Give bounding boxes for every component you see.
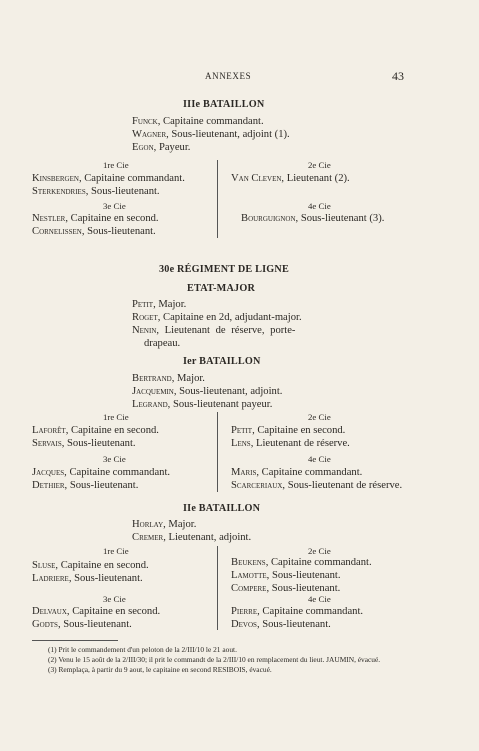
- company-label: 4e Cie: [308, 454, 331, 464]
- footnote: (1) Prit le commandement d'un peloton de la 2/III/10 le 21 aout.: [48, 645, 237, 654]
- staff-line: Horlay, Major.: [132, 519, 197, 530]
- etat-major-title: ETAT-MAJOR: [187, 283, 256, 294]
- company-line: Maris, Capitaine commandant.: [231, 467, 363, 478]
- staff-line: Roget, Capitaine en 2d, adjudant-major.: [132, 312, 302, 323]
- company-line: Ladriere, Sous-lieutenant.: [32, 573, 143, 584]
- running-header: ANNEXES: [205, 71, 252, 81]
- company-line: Beukens, Capitaine commandant.: [231, 557, 372, 568]
- company-line: Dethier, Sous-lieutenant.: [32, 480, 139, 491]
- company-line: Devos, Sous-lieutenant.: [231, 619, 331, 630]
- company-label: 1re Cie: [103, 546, 129, 556]
- staff-line: Legrand, Sous-lieutenant payeur.: [132, 399, 273, 410]
- footnote-rule: [32, 640, 118, 641]
- company-line: Petit, Capitaine en second.: [231, 425, 346, 436]
- staff-line: Bertrand, Major.: [132, 373, 205, 384]
- company-line: Servais, Sous-lieutenant.: [32, 438, 136, 449]
- company-label: 1re Cie: [103, 412, 129, 422]
- section-title-bat2: IIe BATAILLON: [183, 503, 261, 514]
- company-label: 4e Cie: [308, 201, 331, 211]
- company-label: 3e Cie: [103, 594, 126, 604]
- company-line: Laforêt, Capitaine en second.: [32, 425, 159, 436]
- staff-line: Petit, Major.: [132, 299, 187, 310]
- company-line: Van Cleven, Lieutenant (2).: [231, 173, 350, 184]
- company-label: 2e Cie: [308, 546, 331, 556]
- regiment-title: 30e RÉGIMENT DE LIGNE: [159, 264, 289, 275]
- company-line: Lens, Lieutenant de réserve.: [231, 438, 350, 449]
- staff-line: Wagner, Sous-lieutenant, adjoint (1).: [132, 129, 290, 140]
- section-title-bat3: IIIe BATAILLON: [183, 99, 265, 110]
- company-line: Compere, Sous-lieutenant.: [231, 583, 341, 594]
- company-line: Sterkendries, Sous-lieutenant.: [32, 186, 160, 197]
- staff-line: Egon, Payeur.: [132, 142, 191, 153]
- company-label: 3e Cie: [103, 454, 126, 464]
- company-line: Jacques, Capitaine commandant.: [32, 467, 171, 478]
- staff-line: Jacquemin, Sous-lieutenant, adjoint.: [132, 386, 283, 397]
- company-line: Cornelissen, Sous-lieutenant.: [32, 226, 156, 237]
- footnote: (2) Venu le 15 août de la 2/III/30; il prit le commandt de la 2/III/10 en remplacement du lieut. JAUMIN, évacué.: [48, 655, 381, 664]
- column-divider: [217, 160, 218, 238]
- company-label: 3e Cie: [103, 201, 126, 211]
- footnote: (3) Remplaça, à partir du 9 aout, le capitaine en second RESIBOIS, évacué.: [48, 665, 272, 674]
- company-line: Godts, Sous-lieutenant.: [32, 619, 132, 630]
- staff-line: Funck, Capitaine commandant.: [132, 116, 264, 127]
- company-label: 2e Cie: [308, 412, 331, 422]
- company-label: 4e Cie: [308, 594, 331, 604]
- company-line: Kinsbergen, Capitaine commandant.: [32, 173, 185, 184]
- staff-line: Nenin, Lieutenant de réserve, porte-: [132, 325, 296, 336]
- column-divider: [217, 546, 218, 630]
- staff-line-continued: drapeau.: [144, 338, 181, 349]
- section-title-bat1: Ier BATAILLON: [183, 356, 261, 367]
- company-line: Lamotte, Sous-lieutenant.: [231, 570, 341, 581]
- company-line: Pierre, Capitaine commandant.: [231, 606, 364, 617]
- page-number: 43: [392, 69, 404, 83]
- company-line: Bourguignon, Sous-lieutenant (3).: [241, 213, 385, 224]
- company-label: 1re Cie: [103, 160, 129, 170]
- company-line: Delvaux, Capitaine en second.: [32, 606, 161, 617]
- company-label: 2e Cie: [308, 160, 331, 170]
- column-divider: [217, 412, 218, 492]
- staff-line: Cremer, Lieutenant, adjoint.: [132, 532, 252, 543]
- company-line: Scarceriaux, Sous-lieutenant de réserve.: [231, 480, 403, 491]
- company-line: Nestler, Capitaine en second.: [32, 213, 159, 224]
- company-line: Sluse, Capitaine en second.: [32, 560, 149, 571]
